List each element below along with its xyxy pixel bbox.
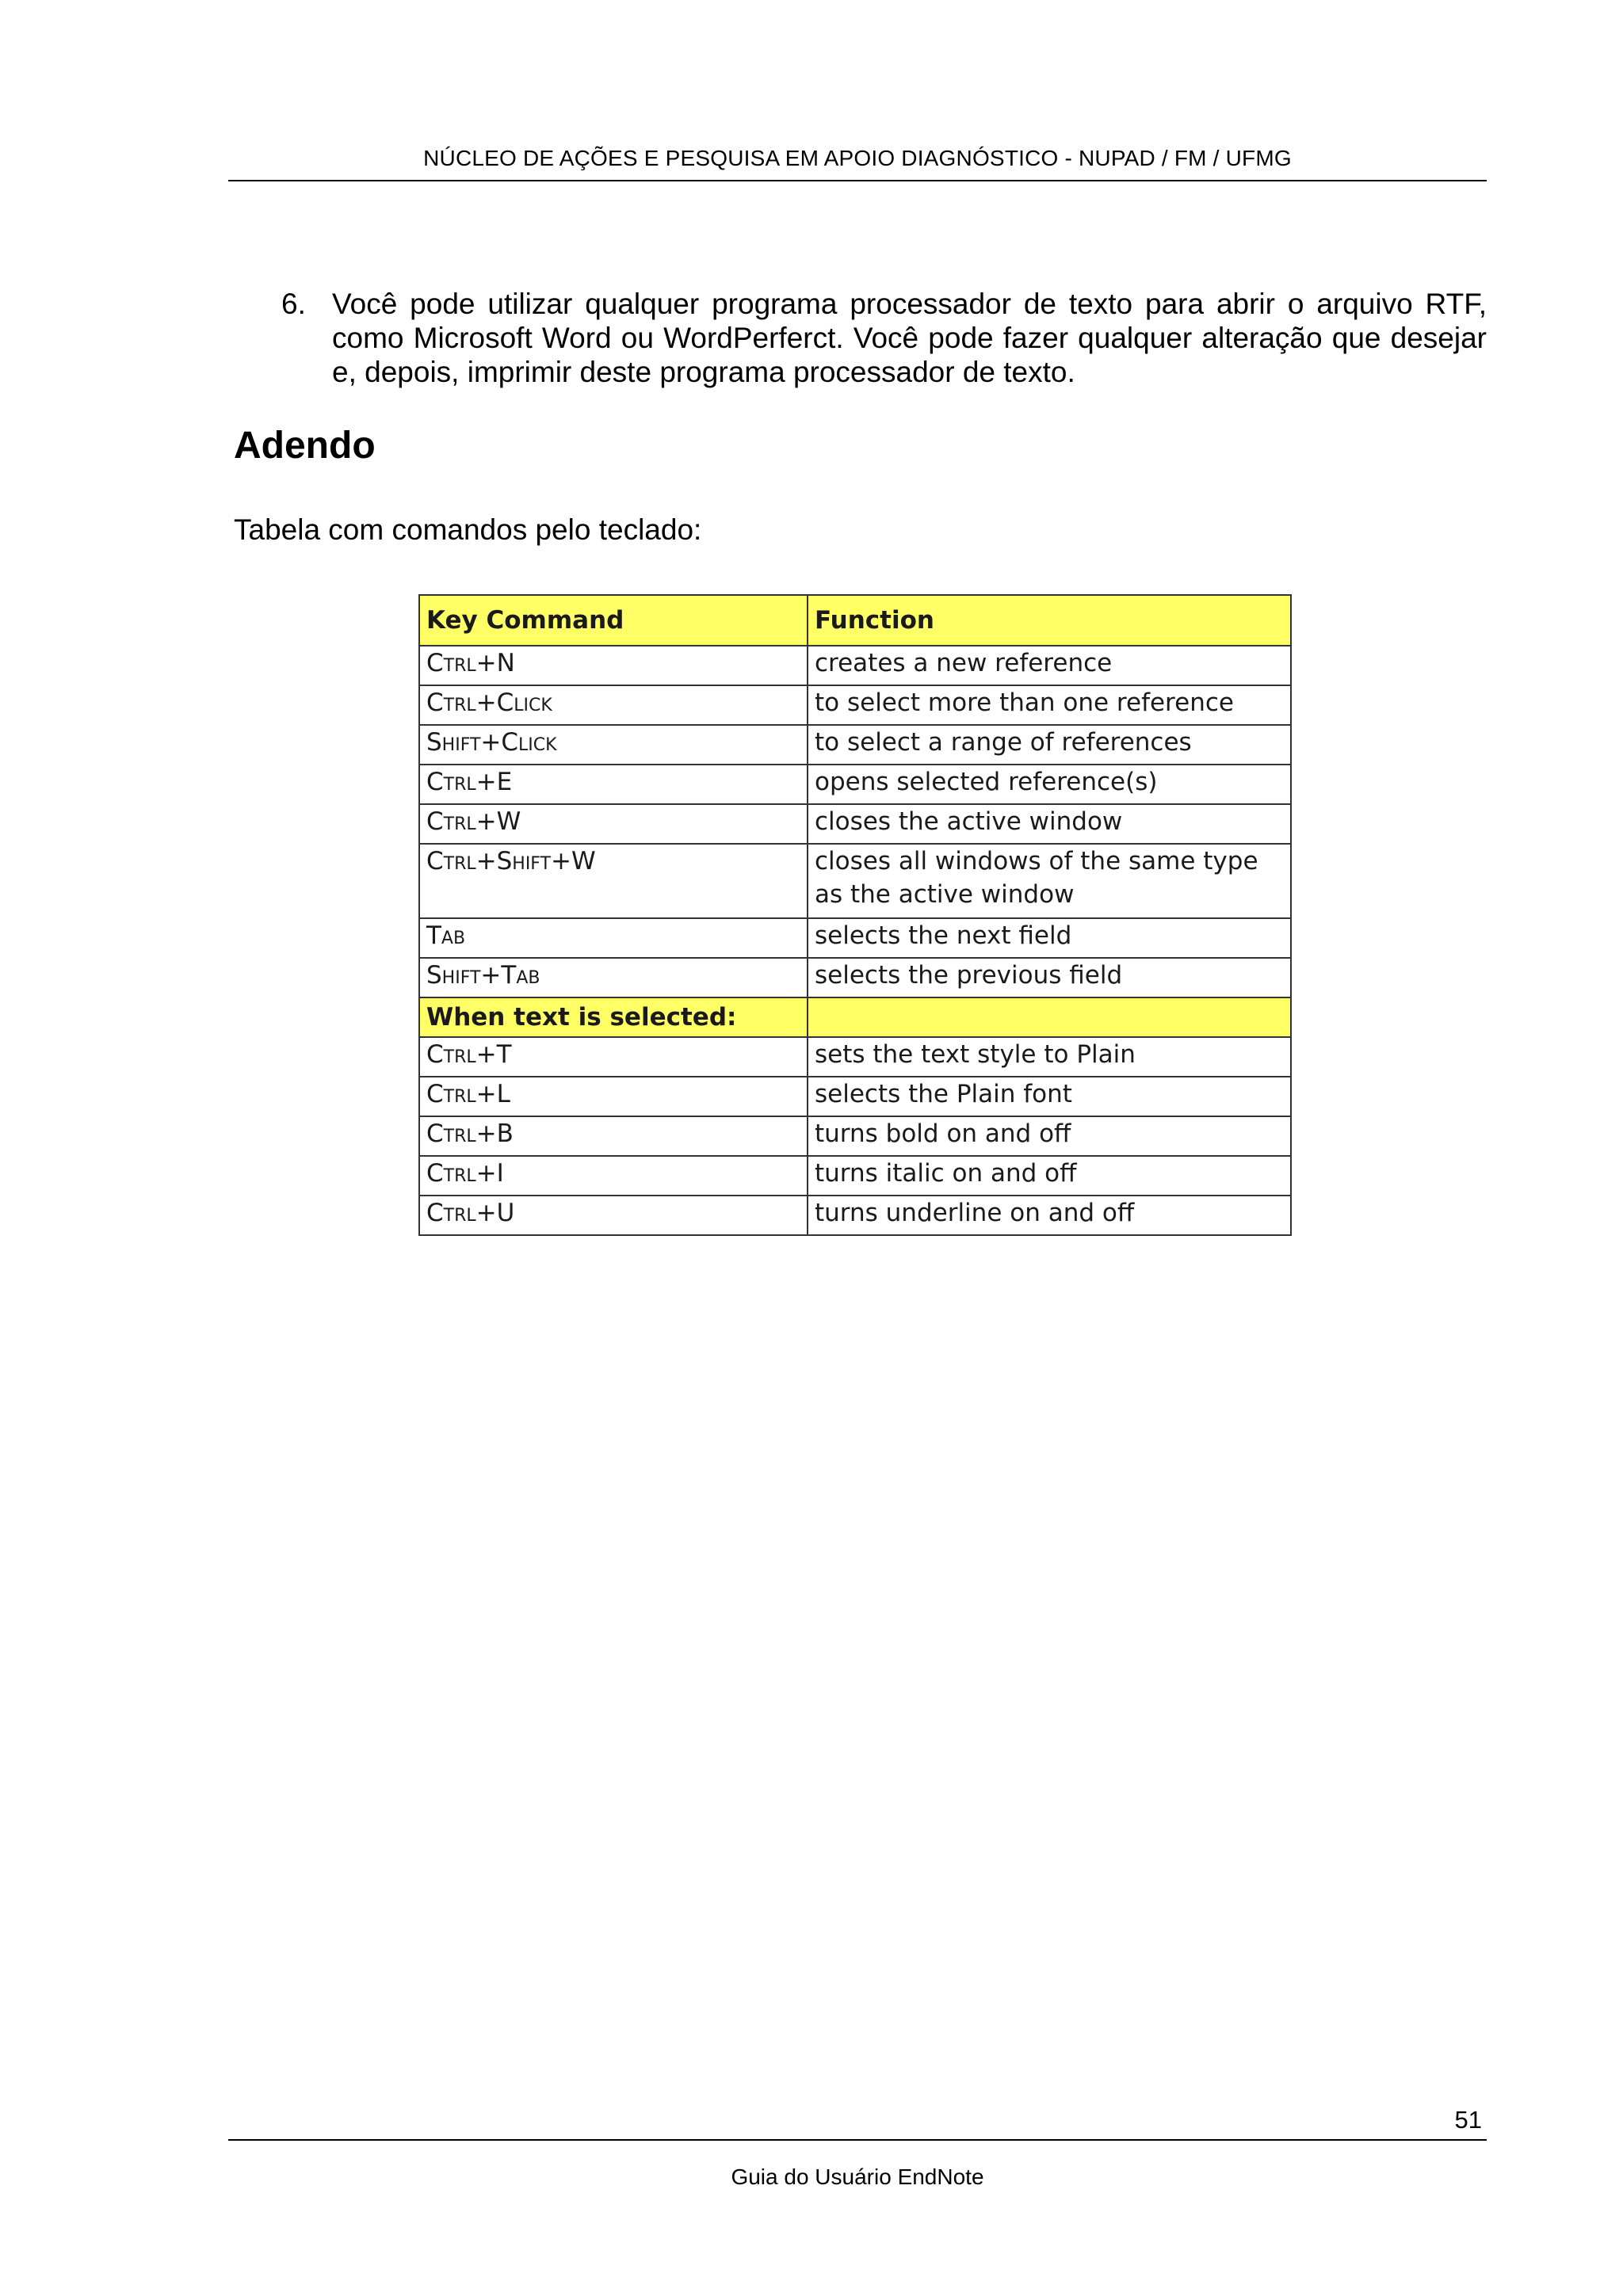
key-command-cell: Ctrl+U	[419, 1196, 808, 1235]
key-command-cell: Ctrl+N	[419, 646, 808, 685]
function-cell: to select more than one reference	[808, 685, 1291, 725]
function-cell: closes all windows of the same type as the active window	[808, 844, 1291, 918]
keyboard-commands-table	[418, 594, 1292, 1236]
table-row	[419, 804, 1291, 844]
table-row	[419, 1077, 1291, 1116]
table-row	[419, 1196, 1291, 1235]
function-cell: opens selected reference(s)	[808, 765, 1291, 804]
table-row	[419, 1116, 1291, 1156]
running-footer: Guia do Usuário EndNote	[731, 2164, 984, 2189]
table-row	[419, 1156, 1291, 1196]
function-cell: closes the active window	[808, 804, 1291, 844]
header-rule	[228, 180, 1487, 181]
table-row	[419, 646, 1291, 685]
key-command-cell: Ctrl+T	[419, 1037, 808, 1077]
key-command-cell: Ctrl+Click	[419, 685, 808, 725]
function-cell: sets the text style to Plain	[808, 1037, 1291, 1077]
function-cell: selects the next field	[808, 918, 1291, 958]
table-row	[419, 958, 1291, 997]
function-cell: selects the Plain font	[808, 1077, 1291, 1116]
function-cell: turns underline on and off	[808, 1196, 1291, 1235]
subheader-cell: When text is selected:	[419, 997, 808, 1037]
key-command-cell: Ctrl+Shift+W	[419, 844, 808, 918]
subheader-empty-cell	[808, 997, 1291, 1037]
function-cell: turns bold on and off	[808, 1116, 1291, 1156]
key-command-cell: Shift+Tab	[419, 958, 808, 997]
table-row	[419, 1037, 1291, 1077]
list-item-number: 6.	[281, 288, 306, 320]
key-command-cell: Ctrl+B	[419, 1116, 808, 1156]
table-row	[419, 918, 1291, 958]
table-row	[419, 725, 1291, 765]
table-row	[419, 765, 1291, 804]
table-header-row	[419, 595, 1291, 646]
running-header: NÚCLEO DE AÇÕES E PESQUISA EM APOIO DIAGNÓSTICO - NUPAD / FM / UFMG	[423, 146, 1292, 170]
key-command-cell: Ctrl+E	[419, 765, 808, 804]
function-cell: selects the previous field	[808, 958, 1291, 997]
function-cell: creates a new reference	[808, 646, 1291, 685]
key-command-cell: Shift+Click	[419, 725, 808, 765]
column-header-key-command: Key Command	[419, 595, 808, 646]
key-command-cell: Ctrl+W	[419, 804, 808, 844]
list-item-text: Você pode utilizar qualquer programa processador de texto para abrir o arquivo RTF, como Microsoft Word ou WordPerferct. Você pode fazer qualquer alteração que desejar e, depois, imprimir deste programa processador de texto.	[332, 288, 1487, 388]
column-header-function: Function	[808, 595, 1291, 646]
section-heading: Adendo	[234, 425, 376, 467]
footer-rule	[228, 2139, 1487, 2141]
key-command-cell: Ctrl+L	[419, 1077, 808, 1116]
key-command-cell: Ctrl+I	[419, 1156, 808, 1196]
function-cell: turns italic on and off	[808, 1156, 1291, 1196]
table-row	[419, 844, 1291, 918]
table-subheader-row	[419, 997, 1291, 1037]
section-intro: Tabela com comandos pelo teclado:	[234, 513, 702, 546]
table-row	[419, 685, 1291, 725]
function-cell: to select a range of references	[808, 725, 1291, 765]
key-command-cell: Tab	[419, 918, 808, 958]
page-number: 51	[1454, 2106, 1482, 2134]
